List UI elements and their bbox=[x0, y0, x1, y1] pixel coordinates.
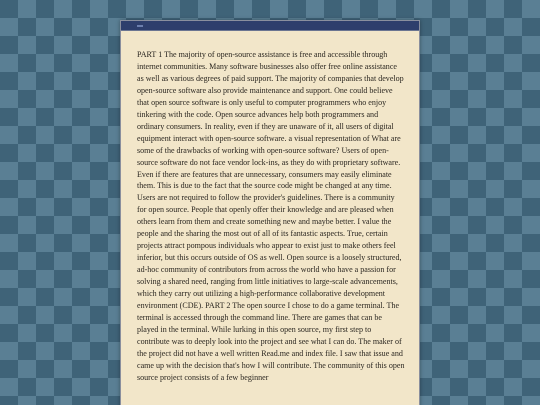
post-header-bar bbox=[121, 21, 419, 31]
header-decoration bbox=[137, 25, 143, 27]
blog-post-container bbox=[120, 20, 420, 405]
post-body-text: PART 1 The majority of open-source assistance is free and accessible through internet communities. Many software businesses also offer free online assistance as well as various degrees of paid support. The majority of companies that develop open-source software also provide maintenance and support. One could believe that open source software is only useful to computer programmers who enjoy tinkering with the code. Open source advances help both programmers and ordinary consumers. In reality, even if they are unaware of it, all users of digital equipment interact with open-source software. a visual representation of What are some of the drawbacks of working with open-source software? Users of open-source software do not face vendor lock-ins, as they do with proprietary software. Even if there are features that are unnecessary, consumers may easily eliminate them. This is due to the fact that the source code might be changed at any time. Users are not required to follow the provider's guidelines. There is a community for open source. People that openly offer their knowledge and are pleased when others learn from them and create something new and maybe better. I value the people and the sharing the most out of all of its fantastic aspects. True, certain projects attract pompous individuals who appear to exist just to make others feel inferior, but this occurs outside of OS as well. Open source is a loosely structured, ad-hoc community of contributors from across the world who have a passion for solving a shared need, ranging from little initiatives to large-scale advancements, which they carry out utilizing a high-performance collaborative development environment (CDE). PART 2 The open source I chose to do a game terminal. The terminal is accessed through the command line. There are games that can be played in the terminal. While lurking in this open source, my first step to contribute was to deeply look into the project and see what I can do. The maker of the project did not have a well written Read.me and index file. I saw that issue and came up with the decision that's how I will contribute. The community of this open source project consists of a few beginner bbox=[137, 50, 405, 382]
